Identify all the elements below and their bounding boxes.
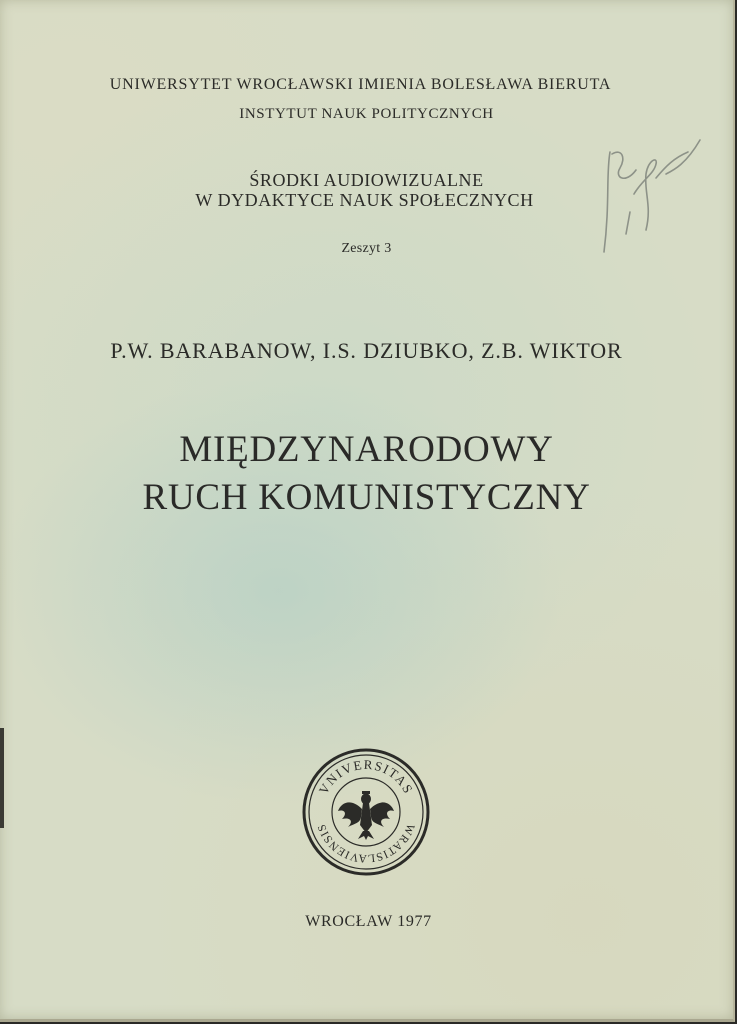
university-name: UNIWERSYTET WROCŁAWSKI IMIENIA BOLESŁAWA BIERUTA bbox=[109, 76, 612, 93]
series-title-line-1: ŚRODKI AUDIOWIZUALNE bbox=[249, 170, 484, 190]
spine-edge bbox=[0, 728, 4, 828]
svg-text:VNIVERSITAS: VNIVERSITAS bbox=[315, 756, 417, 797]
institute-name: INSTYTUT NAUK POLITYCZNYCH bbox=[239, 106, 494, 122]
series-title-line-2: W DYDAKTYCE NAUK SPOŁECZNYCH bbox=[195, 190, 534, 210]
svg-text:WRATISLAVIENSIS: WRATISLAVIENSIS bbox=[315, 821, 417, 865]
publication-place-year: WROCŁAW 1977 bbox=[305, 913, 432, 930]
book-title-line-1: MIĘDZYNARODOWY bbox=[179, 429, 554, 470]
handwritten-pencil-mark-icon bbox=[596, 134, 704, 260]
issue-number: Zeszyt 3 bbox=[341, 241, 392, 256]
book-title-line-2: RUCH KOMUNISTYCZNY bbox=[142, 477, 591, 518]
university-seal-icon bbox=[301, 747, 431, 877]
authors: P.W. BARABANOW, I.S. DZIUBKO, Z.B. WIKTOR bbox=[110, 338, 623, 363]
